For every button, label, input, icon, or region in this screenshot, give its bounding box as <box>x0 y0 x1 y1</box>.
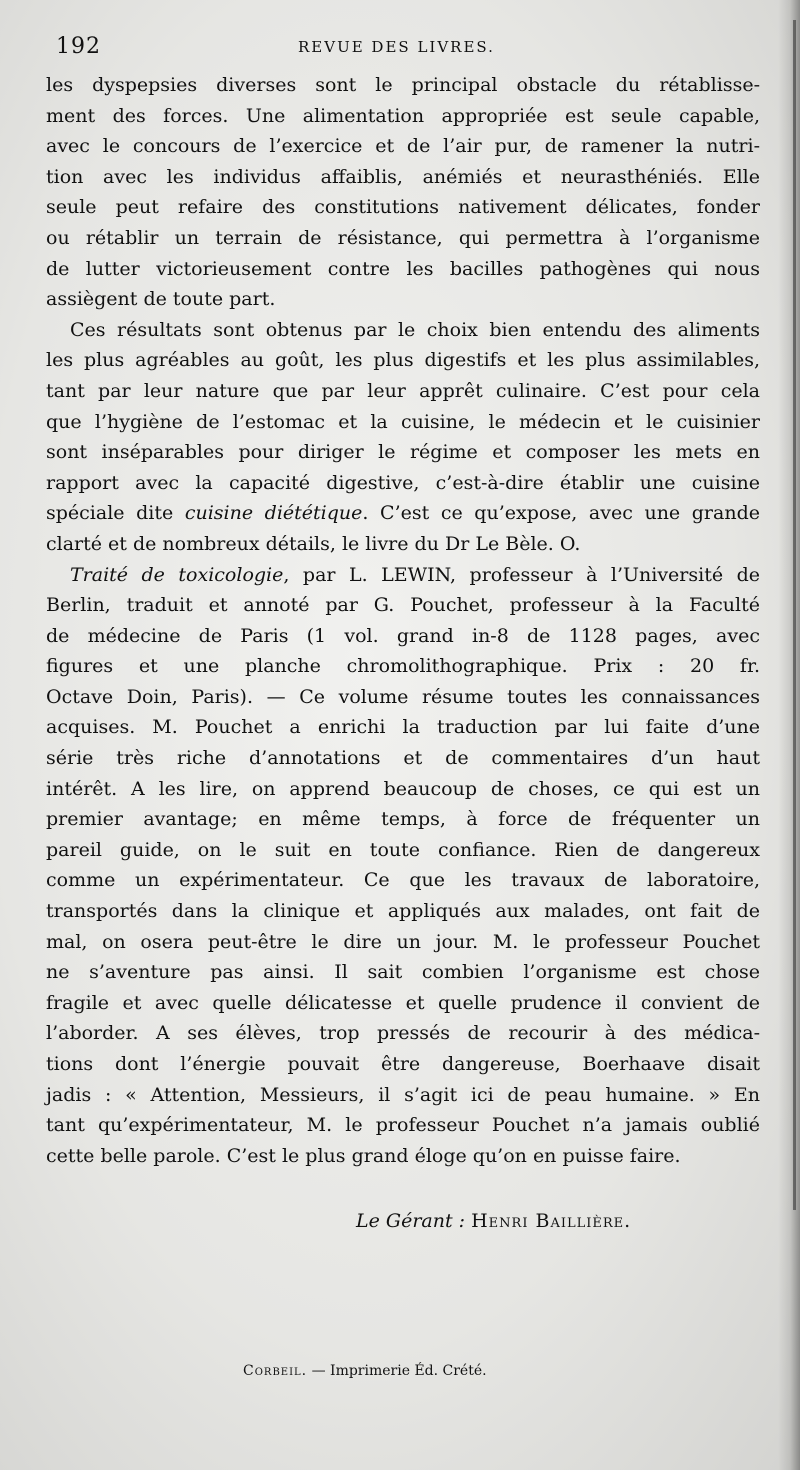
text-line: que l’hygiène de l’estomac et la cuisine, le médecin et le cuisinier <box>46 410 760 433</box>
text-line: tions dont l’énergie pouvait être dangereuse, Boerhaave disait <box>46 1053 760 1075</box>
text-line: rapport avec la capacité digestive, c’est-à-dire établir une cuisine <box>46 471 760 494</box>
text-line: acquises. M. Pouchet a enrichi la traduction par lui faite d’une <box>46 716 760 739</box>
text-line: pareil guide, on le suit en toute confiance. Rien de dangereux <box>46 838 760 861</box>
text-line: comme un expérimentateur. Ce que les travaux de laboratoire, <box>46 869 760 892</box>
text-line: clarté et de nombreux détails, le livre du Dr Le Bèle. O. <box>46 532 581 555</box>
text-line: ou rétablir un terrain de résistance, qui permettra à l’organisme <box>46 226 760 249</box>
book-review-text <box>46 70 760 1171</box>
imprint-printer: — Imprimerie Éd. Crété. <box>311 1363 487 1379</box>
text-line: les plus agréables au goût, les plus digestifs et les plus assimilables, <box>46 349 760 372</box>
text-line: mal, on osera peut-être le dire un jour. M. le professeur Pouchet <box>46 930 760 953</box>
italic-title: cuisine diététique <box>184 502 363 525</box>
text-line: transportés dans la clinique et appliqués aux malades, ont fait de <box>46 900 760 923</box>
text-line: figures et une planche chromolithographique. Prix : 20 fr. <box>46 655 760 678</box>
text-line: tant par leur nature que par leur apprêt culinaire. C’est pour cela <box>46 379 760 402</box>
page-edge-shadow <box>778 0 800 1470</box>
text-line: ment des forces. Une alimentation appropriée est seule capable, <box>46 104 760 127</box>
page-edge-line <box>793 20 796 1210</box>
text-line: assiègent de toute part. <box>46 288 276 311</box>
text-line: cette belle parole. C’est le plus grand éloge qu’on en puisse faire. <box>46 1144 681 1167</box>
text-line: sont inséparables pour diriger le régime et composer les mets en <box>46 441 760 464</box>
text-line: fragile et avec quelle délicatesse et quelle prudence il convient de <box>46 991 760 1014</box>
text-line: série très riche d’annotations et de commentaires d’un haut <box>46 747 760 770</box>
text-line: premier avantage; en même temps, à force de fréquenter un <box>46 808 760 831</box>
text-line: de médecine de Paris (1 vol. grand in-8 de 1128 pages, avec <box>46 624 760 647</box>
text-line: Ces résultats sont obtenus par le choix bien entendu des aliments <box>70 318 760 341</box>
text-line: tant qu’expérimentateur, M. le professeur Pouchet n’a jamais oublié <box>46 1114 760 1137</box>
text-line: de lutter victorieusement contre les bacilles pathogènes qui nous <box>46 257 760 280</box>
signature-name: Henri Baillière. <box>471 1210 632 1232</box>
text-line: les dyspepsies diverses sont le principal obstacle du rétablisse- <box>46 74 760 96</box>
text-line: tion avec les individus affaiblis, anémiés et neurasthéniés. Elle <box>46 165 760 188</box>
text-line: seule peut refaire des constitutions nativement délicates, fonder <box>46 196 760 219</box>
running-head: REVUE DES LIVRES. <box>298 38 495 56</box>
text-line: l’aborder. A ses élèves, trop pressés de recourir à des médica- <box>46 1022 760 1045</box>
text-line: Octave Doin, Paris). — Ce volume résume toutes les connaissances <box>46 685 760 708</box>
text-line: ne s’aventure pas ainsi. Il sait combien l’organisme est chose <box>46 961 760 984</box>
text-line: avec le concours de l’exercice et de l’air pur, de ramener la nutri- <box>46 135 760 158</box>
signature-line <box>356 1210 631 1232</box>
text-line: Berlin, traduit et annoté par G. Pouchet, professeur à la Faculté <box>46 594 760 617</box>
page-header <box>56 34 760 64</box>
text-line: jadis : « Attention, Messieurs, il s’agit ici de peau humaine. » En <box>46 1083 760 1106</box>
text-line: intérêt. A les lire, on apprend beaucoup de choses, ce qui est un <box>46 777 760 800</box>
imprint-city: Corbeil. <box>243 1363 308 1379</box>
text-line: spéciale dite cuisine diététique. C’est ce qu’expose, avec une grande <box>46 502 760 525</box>
page-number: 192 <box>56 34 101 59</box>
italic-title: Traité de toxicologie <box>70 563 284 586</box>
text-line: Traité de toxicologie, par L. LEWIN, professeur à l’Université de <box>70 563 760 586</box>
printer-imprint <box>243 1363 487 1379</box>
signature-role: Le Gérant : <box>356 1210 466 1232</box>
